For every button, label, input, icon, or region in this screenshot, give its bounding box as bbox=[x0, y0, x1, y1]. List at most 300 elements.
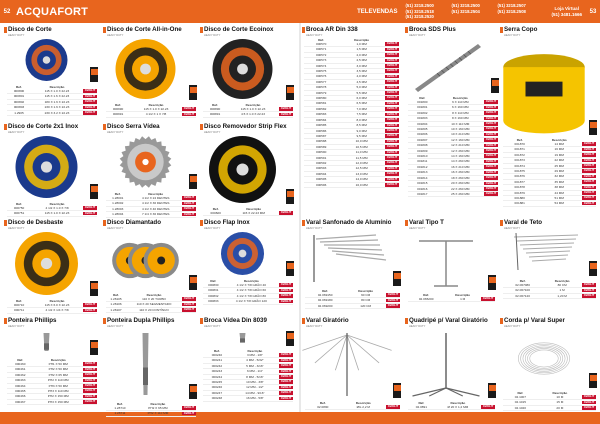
product-description: 15 M bbox=[538, 400, 582, 405]
product-description: 14 MM bbox=[536, 142, 582, 147]
stock-badge: AVAILIT bbox=[386, 133, 398, 138]
product-description: 2,0 MM bbox=[338, 52, 385, 57]
table-header: Ref. bbox=[16, 84, 22, 89]
box-icon bbox=[590, 263, 597, 269]
section-marker bbox=[500, 27, 503, 33]
product-ref: 000579 bbox=[304, 90, 338, 95]
product-brand: HEAVY DUTY bbox=[409, 325, 426, 328]
stock-badge: AVAILIT bbox=[280, 111, 292, 116]
stock-badge: AVAILIT bbox=[84, 388, 96, 393]
product-ref: 02.069150 bbox=[305, 293, 345, 298]
product-description: 32 MM bbox=[536, 174, 582, 179]
stock-badge: AVAILIT bbox=[280, 395, 292, 400]
product-description: 115 X 1.6 X 22.23 bbox=[31, 94, 83, 99]
quantity-badge bbox=[90, 184, 98, 199]
box-icon bbox=[190, 386, 197, 392]
stock-badge: AVAILIT bbox=[386, 57, 398, 62]
product-title: Broca SDS Plus bbox=[409, 26, 456, 33]
stock-badge: AVAILIT bbox=[280, 379, 292, 384]
product-ref: 001805 bbox=[408, 127, 437, 132]
product-ref: 000584 bbox=[304, 117, 338, 122]
stock-badge: AVAILIT bbox=[583, 146, 595, 151]
product-description: 6,5 MM bbox=[338, 101, 385, 106]
product-brand: HEAVY DUTY bbox=[107, 34, 124, 37]
stock-badge: AVAILIT bbox=[482, 296, 494, 301]
stock-cell bbox=[182, 112, 196, 117]
stock-badge: AVAILIT bbox=[485, 142, 497, 147]
product-ref: 02.069200 bbox=[305, 303, 345, 308]
stand-image bbox=[411, 329, 481, 398]
stock-badge: AVAILIT bbox=[583, 195, 595, 200]
product-ref: 000578 bbox=[304, 85, 338, 90]
stock-badge: AVAILIT bbox=[386, 171, 398, 176]
box-icon bbox=[492, 80, 499, 86]
product-ref: 001801 bbox=[408, 105, 437, 110]
product-description: 7,0 MM bbox=[338, 106, 385, 111]
quantity-badge bbox=[189, 174, 197, 189]
box-icon bbox=[190, 176, 197, 182]
masonry-drill-image bbox=[206, 329, 279, 346]
product-description: 10 X 210 MM bbox=[437, 132, 484, 137]
stock-badge: AVAILIT bbox=[84, 110, 96, 115]
cutting-disc-image bbox=[206, 135, 279, 204]
section-marker bbox=[405, 318, 408, 324]
product-description: PH2 X 150 MM bbox=[34, 394, 83, 399]
table-row bbox=[106, 212, 196, 217]
section-marker bbox=[200, 220, 203, 226]
stock-badge: AVAILIT bbox=[485, 169, 497, 174]
product-description: 25 MM bbox=[536, 163, 582, 168]
phone: (51) 3218.2507 bbox=[497, 3, 526, 9]
stock-cell bbox=[182, 411, 196, 416]
stock-cell bbox=[484, 191, 498, 196]
product-description: 230 X 1.6 X 22.23 bbox=[31, 105, 83, 110]
table-row bbox=[503, 201, 596, 206]
product-ref: 000592 bbox=[304, 160, 338, 165]
product-ref: 001872 bbox=[503, 152, 536, 157]
stock-cell bbox=[481, 405, 495, 410]
stock-badge: AVAILIT bbox=[485, 191, 497, 196]
stock-badge: AVAILIT bbox=[183, 106, 195, 111]
table-header: Ref. bbox=[17, 357, 24, 362]
product-brand: HEAVY DUTY bbox=[306, 227, 323, 230]
product-title: Varal Giratório bbox=[306, 317, 349, 324]
table-header: Descrição bbox=[245, 102, 261, 107]
product-ref: 1.28107 bbox=[106, 307, 126, 312]
product-description: 4 1/2 X 1.0 X 7/8 bbox=[31, 206, 83, 211]
product-description: 1 M bbox=[542, 288, 582, 293]
product-brand: HEAVY DUTY bbox=[306, 325, 323, 328]
product-ref: 001873 bbox=[503, 158, 536, 163]
table-header: Descrição bbox=[551, 137, 567, 142]
stock-badge: AVAILIT bbox=[84, 377, 96, 382]
quantity-badge bbox=[286, 331, 294, 346]
box-icon bbox=[91, 69, 98, 75]
table-header: Descrição bbox=[455, 292, 471, 297]
stock-badge: AVAILIT bbox=[280, 352, 292, 357]
product-brand: HEAVY DUTY bbox=[8, 325, 25, 328]
quantity-badge bbox=[589, 373, 597, 388]
product-ref: 000891 bbox=[203, 112, 227, 117]
product-description: 10 X 160 MM bbox=[437, 127, 484, 132]
stock-badge: AVAILIT bbox=[583, 293, 595, 298]
product-description: 12 MM - 1/2" bbox=[231, 385, 279, 390]
product-brand: HEAVY DUTY bbox=[8, 34, 25, 37]
product-ref: 000583 bbox=[304, 112, 338, 117]
product-description: 180 X 1.6 X 22.23 bbox=[31, 99, 83, 104]
cutting-disc-image bbox=[206, 38, 279, 100]
stock-badge: AVAILIT bbox=[485, 126, 497, 131]
stock-cell bbox=[386, 303, 400, 308]
stock-badge: AVAILIT bbox=[485, 99, 497, 104]
rope-coil-image bbox=[506, 329, 582, 388]
product-description: PH2 X 65 MM bbox=[34, 372, 83, 377]
stock-badge: AVAILIT bbox=[485, 180, 497, 185]
cutting-disc-image bbox=[10, 38, 83, 82]
product-section bbox=[200, 318, 295, 412]
stock-badge: AVAILIT bbox=[485, 148, 497, 153]
product-ref: 000240 bbox=[203, 353, 231, 358]
stock-badge: AVAILIT bbox=[386, 127, 398, 132]
table-row bbox=[305, 405, 400, 410]
box-icon bbox=[287, 191, 294, 197]
stock-cell bbox=[385, 182, 399, 187]
stock-badge: AVAILIT bbox=[583, 399, 595, 404]
stock-badge: AVAILIT bbox=[386, 79, 398, 84]
product-description: 8 X 160 MM bbox=[437, 116, 484, 121]
stock-badge: AVAILIT bbox=[485, 131, 497, 136]
product-table bbox=[7, 201, 97, 217]
table-header: Descrição bbox=[146, 292, 162, 297]
section-marker bbox=[405, 220, 408, 226]
product-table bbox=[7, 84, 97, 116]
stock-badge: AVAILIT bbox=[485, 158, 497, 163]
product-ref: 001800 bbox=[408, 100, 437, 105]
stock-badge: AVAILIT bbox=[485, 164, 497, 169]
product-description: 110 X 20 SEGMENTADO bbox=[126, 302, 182, 307]
product-ref: 1.28002 bbox=[106, 201, 129, 206]
table-row bbox=[305, 303, 400, 308]
product-ref: 02.067120 bbox=[503, 293, 542, 298]
stock-badge: AVAILIT bbox=[84, 88, 96, 93]
product-description: 5,0 MM bbox=[338, 85, 385, 90]
product-table bbox=[408, 400, 495, 410]
product-table bbox=[203, 348, 293, 402]
stock-badge: AVAILIT bbox=[386, 154, 398, 159]
product-title: Varal Tipo T bbox=[409, 219, 444, 226]
product-table bbox=[203, 102, 293, 118]
product-description: 120 CM bbox=[345, 303, 386, 308]
product-description: 8,5 MM bbox=[338, 123, 385, 128]
product-description: 16 MM - 5/8" bbox=[231, 396, 279, 401]
product-description: 7,5 MM bbox=[338, 112, 385, 117]
product-description: 4 1/2 X 24 DENTES bbox=[129, 196, 182, 201]
page-spine bbox=[299, 23, 301, 412]
stock-badge: AVAILIT bbox=[280, 106, 292, 111]
product-ref: 001804 bbox=[408, 121, 437, 126]
stock-badge: AVAILIT bbox=[280, 287, 292, 292]
product-ref: 001812 bbox=[408, 164, 437, 169]
stock-badge: AVAILIT bbox=[583, 157, 595, 162]
product-description: 6 X 110 MM bbox=[437, 100, 484, 105]
product-ref: 1.28106 bbox=[106, 302, 126, 307]
product-table bbox=[503, 137, 596, 207]
table-header: Ref. bbox=[318, 37, 325, 42]
stock-badge: AVAILIT bbox=[386, 63, 398, 68]
stock-badge: AVAILIT bbox=[84, 99, 96, 104]
table-header: Descrição bbox=[49, 298, 65, 303]
product-ref: 000593 bbox=[304, 166, 338, 171]
stock-badge: AVAILIT bbox=[183, 405, 195, 410]
table-header: Descrição bbox=[452, 95, 468, 100]
phone: (51) 3218.2520 bbox=[405, 14, 434, 20]
product-brand: HEAVY DUTY bbox=[504, 325, 521, 328]
product-description: 19 MM bbox=[536, 152, 582, 157]
product-description: 12 X 210 MM bbox=[437, 143, 484, 148]
product-description: 4 1/2 X 7/8 GRÃO 120 bbox=[224, 299, 279, 304]
product-ref: 000710 bbox=[7, 303, 31, 308]
product-description: 115 X 1.0 X 22.23 bbox=[31, 211, 83, 216]
stock-badge: AVAILIT bbox=[583, 163, 595, 168]
product-description: ØG 2,2 M bbox=[341, 405, 386, 410]
product-ref: 001803 bbox=[408, 116, 437, 121]
screwdriver-bit-image bbox=[10, 329, 83, 355]
stock-badge: AVAILIT bbox=[183, 111, 195, 116]
stock-badge: AVAILIT bbox=[280, 293, 292, 298]
product-description: 25 X 260 MM bbox=[437, 191, 484, 196]
box-icon bbox=[287, 333, 294, 339]
stock-badge: AVAILIT bbox=[183, 301, 195, 306]
section-marker bbox=[302, 220, 305, 226]
stock-badge: AVAILIT bbox=[583, 152, 595, 157]
box-icon bbox=[91, 342, 98, 348]
product-description: 44 MM bbox=[536, 190, 582, 195]
stock-badge: AVAILIT bbox=[583, 405, 595, 410]
product-description: 10 X 110 MM bbox=[437, 121, 484, 126]
table-row bbox=[7, 211, 97, 216]
product-title: Varal de Teto bbox=[504, 219, 543, 226]
stock-badge: AVAILIT bbox=[386, 95, 398, 100]
table-header: Ref. bbox=[16, 201, 22, 206]
product-ref: 000575 bbox=[304, 69, 338, 74]
product-section bbox=[4, 220, 99, 315]
stock-badge: AVAILIT bbox=[583, 190, 595, 195]
folding-rack-image bbox=[308, 231, 386, 286]
box-icon bbox=[190, 87, 197, 93]
product-ref: 000467 bbox=[7, 399, 34, 404]
product-description: 4 1/2 X 7/8 GRÃO 80 bbox=[224, 293, 279, 298]
product-brand: HEAVY DUTY bbox=[107, 227, 124, 230]
stock-badge: AVAILIT bbox=[387, 292, 399, 297]
product-ref: 000461 bbox=[7, 367, 34, 372]
stock-badge: AVAILIT bbox=[386, 117, 398, 122]
quantity-badge bbox=[90, 340, 98, 355]
stock-badge: AVAILIT bbox=[583, 141, 595, 146]
stock-badge: AVAILIT bbox=[84, 205, 96, 210]
product-ref: 001807 bbox=[408, 137, 437, 142]
section-marker bbox=[103, 220, 106, 226]
product-table bbox=[203, 206, 293, 216]
product-title: Quadripé p/ Varal Giratório bbox=[409, 317, 488, 324]
product-description: 16 MM bbox=[536, 147, 582, 152]
table-header: Ref. bbox=[114, 191, 121, 196]
table-row bbox=[106, 411, 196, 416]
stock-badge: AVAILIT bbox=[583, 173, 595, 178]
hole-saw-image bbox=[506, 38, 582, 135]
product-description: 16 X 210 MM bbox=[437, 164, 484, 169]
stock-badge: AVAILIT bbox=[485, 153, 497, 158]
product-description: 4.5 X 1.0 X 22.23 bbox=[227, 112, 279, 117]
quantity-badge bbox=[488, 275, 496, 290]
table-header: Ref. bbox=[322, 288, 329, 293]
box-icon bbox=[394, 385, 401, 391]
product-description: 14 X 160 MM bbox=[437, 154, 484, 159]
product-description: 11,5 MM bbox=[338, 155, 385, 160]
product-ref: 000803 bbox=[7, 105, 31, 110]
table-row bbox=[7, 110, 97, 115]
table-row bbox=[203, 211, 293, 216]
product-description: 4 1/2 X 7/8 GRÃO 40 bbox=[224, 283, 279, 288]
product-description: 110 X 20 CONTÍNUO bbox=[126, 307, 182, 312]
product-ref: 1.2905 bbox=[7, 110, 31, 115]
product-description: 10 M bbox=[538, 395, 582, 400]
product-description: PH2 X 110 MM bbox=[34, 378, 83, 383]
product-ref: 000570 bbox=[304, 42, 338, 47]
product-description: 22 X 260 MM bbox=[437, 186, 484, 191]
box-icon bbox=[489, 277, 496, 283]
table-header: Descrição bbox=[354, 37, 370, 42]
product-description: 38 MM bbox=[536, 185, 582, 190]
box-icon bbox=[287, 263, 294, 269]
table-header: Descrição bbox=[50, 357, 66, 362]
stock-cell bbox=[386, 405, 400, 410]
table-header: Ref. bbox=[212, 102, 218, 107]
stock-badge: AVAILIT bbox=[84, 302, 96, 307]
product-ref: 000594 bbox=[304, 171, 338, 176]
product-ref: 001881 bbox=[503, 201, 536, 206]
quantity-badge bbox=[491, 78, 499, 93]
product-ref: 000574 bbox=[304, 63, 338, 68]
section-marker bbox=[103, 318, 106, 324]
product-ref: 000464 bbox=[7, 383, 34, 388]
product-brand: HEAVY DUTY bbox=[204, 227, 221, 230]
quantity-badge bbox=[393, 383, 401, 398]
table-header: Ref. bbox=[418, 400, 425, 405]
product-description: 60 CM bbox=[345, 293, 386, 298]
product-ref: 001806 bbox=[408, 132, 437, 137]
product-description: 5 MM - 3/16" bbox=[231, 363, 279, 368]
product-ref: 000591 bbox=[304, 155, 338, 160]
product-ref: 000462 bbox=[7, 372, 34, 377]
box-icon bbox=[91, 283, 98, 289]
product-ref: 001808 bbox=[408, 143, 437, 148]
product-ref: 000801 bbox=[7, 94, 31, 99]
product-ref: 001871 bbox=[503, 147, 536, 152]
product-brand: HEAVY DUTY bbox=[107, 325, 124, 328]
product-ref: 000595 bbox=[304, 177, 338, 182]
product-brand: HEAVY DUTY bbox=[409, 227, 426, 230]
diamond-disc-image bbox=[109, 231, 182, 290]
table-header: Descrição bbox=[246, 206, 262, 211]
stock-badge: AVAILIT bbox=[387, 404, 399, 409]
product-ref: 000577 bbox=[304, 79, 338, 84]
product-ref: 000833 bbox=[203, 299, 224, 304]
product-table bbox=[203, 278, 293, 305]
loja-label: Loja Virtual bbox=[554, 5, 579, 11]
product-description: 4,0 MM bbox=[338, 74, 385, 79]
stock-badge: AVAILIT bbox=[280, 357, 292, 362]
table-row bbox=[503, 405, 596, 410]
product-description: PH2 X 110 MM bbox=[134, 411, 182, 416]
product-ref: 02.1015 bbox=[503, 400, 538, 405]
product-ref: 001876 bbox=[503, 174, 536, 179]
box-icon bbox=[287, 87, 294, 93]
section-marker bbox=[200, 124, 203, 130]
table-header: Ref. bbox=[210, 278, 217, 283]
ceiling-rack-image bbox=[506, 231, 582, 276]
section-marker bbox=[4, 27, 7, 33]
product-ref: 000244 bbox=[203, 374, 231, 379]
product-description: 8 X 110 MM bbox=[437, 110, 484, 115]
stock-cell bbox=[582, 201, 596, 206]
stock-badge: AVAILIT bbox=[386, 149, 398, 154]
product-ref: 02.065200 bbox=[408, 297, 444, 302]
product-brand: HEAVY DUTY bbox=[8, 227, 25, 230]
table-header: Descrição bbox=[554, 278, 570, 283]
product-description: 22 MM bbox=[536, 158, 582, 163]
table-header: Ref. bbox=[419, 95, 426, 100]
stock-badge: AVAILIT bbox=[280, 384, 292, 389]
product-description: 12,0 MM bbox=[338, 160, 385, 165]
table-row bbox=[408, 405, 495, 410]
footer-bar bbox=[0, 412, 600, 424]
section-marker bbox=[4, 318, 7, 324]
product-title: Disco de Desbaste bbox=[8, 219, 64, 226]
product-description: 51 MM bbox=[536, 196, 582, 201]
table-header: Ref. bbox=[115, 102, 121, 107]
product-title: Disco de Corte All-in-One bbox=[107, 26, 182, 33]
box-icon bbox=[489, 385, 496, 391]
product-ref: 000991 bbox=[106, 112, 130, 117]
box-icon bbox=[394, 273, 401, 279]
table-header: Ref. bbox=[319, 400, 326, 405]
stock-badge: AVAILIT bbox=[485, 110, 497, 115]
section-marker bbox=[103, 124, 106, 130]
product-section bbox=[500, 27, 598, 217]
table-row bbox=[203, 396, 293, 401]
product-table bbox=[408, 292, 495, 302]
stock-badge: AVAILIT bbox=[183, 410, 195, 415]
stock-badge: AVAILIT bbox=[280, 282, 292, 287]
product-description: 11,0 MM bbox=[338, 150, 385, 155]
stock-cell bbox=[582, 405, 596, 410]
product-ref: 001802 bbox=[408, 110, 437, 115]
product-ref: 000800 bbox=[7, 89, 31, 94]
stock-badge: AVAILIT bbox=[84, 361, 96, 366]
stock-badge: AVAILIT bbox=[84, 393, 96, 398]
product-ref: 000587 bbox=[304, 133, 338, 138]
table-header: Descrição bbox=[358, 288, 374, 293]
stock-badge: AVAILIT bbox=[386, 181, 398, 186]
product-section bbox=[302, 318, 402, 412]
product-ref: 1.28004 bbox=[106, 212, 129, 217]
product-title: Serra Copo bbox=[504, 26, 538, 33]
stock-badge: AVAILIT bbox=[84, 372, 96, 377]
stock-badge: AVAILIT bbox=[485, 104, 497, 109]
product-description: 6 X 160 MM bbox=[437, 105, 484, 110]
saw-blade-image bbox=[109, 135, 182, 189]
product-ref: 02.069180 bbox=[305, 298, 345, 303]
